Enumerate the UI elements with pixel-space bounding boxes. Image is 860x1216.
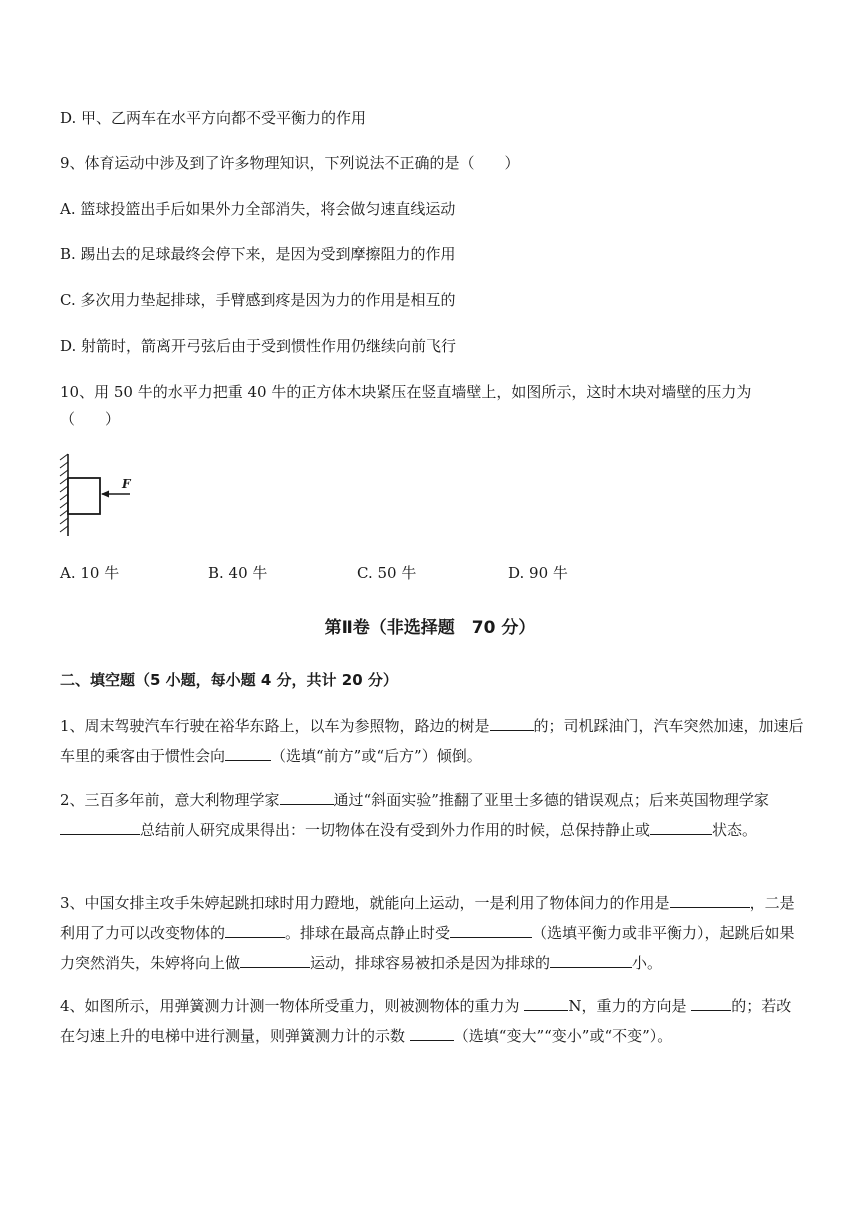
- fill4-blank-1[interactable]: [524, 994, 568, 1011]
- fill3-text-f: 小。: [632, 954, 663, 972]
- q8-option-d: D. 甲、乙两车在水平方向都不受平衡力的作用: [60, 109, 367, 127]
- q9-option-b: B. 踢出去的足球最终会停下来，是因为受到摩擦阻力的作用: [60, 245, 456, 263]
- q10-option-b: B. 40 牛: [208, 564, 268, 582]
- fill1-blank-1[interactable]: [490, 714, 534, 731]
- fill3-text-a: 3、中国女排主攻手朱婷起跳扣球时用力蹬地，就能向上运动，一是利用了物体间力的作用是: [60, 894, 670, 912]
- fill4-text-d: （选填“变大”“变小”或“不变”）。: [453, 1027, 673, 1045]
- fill1-text-b: 的；司机踩油门，汽车突然加速，加速后车里的乘客由于惯性会向: [60, 717, 804, 765]
- force-label: F: [122, 477, 131, 491]
- q10-option-d: D. 90 牛: [508, 564, 568, 582]
- fill3-text-c: 。排球在最高点静止时受: [285, 924, 451, 942]
- fill3-blank-1[interactable]: [670, 891, 750, 908]
- fill3-blank-5[interactable]: [550, 951, 632, 968]
- fill-question-1: [60, 711, 805, 771]
- fill-section-heading: 二、填空题（5 小题，每小题 4 分，共计 20 分）: [60, 671, 398, 689]
- fill2-blank-1[interactable]: [280, 788, 334, 805]
- q10-stem: 10、用 50 牛的水平力把重 40 牛的正方体木块紧压在竖直墙壁上，如图所示，这时木块对墙壁的压力为: [60, 383, 752, 401]
- fill2-text-a: 2、三百多年前，意大利物理学家: [60, 791, 280, 809]
- fill-question-2: [60, 785, 805, 845]
- q9-stem: 9、体育运动中涉及到了许多物理知识，下列说法不正确的是（ ）: [60, 154, 520, 172]
- fill-question-4: [60, 991, 805, 1051]
- fill3-blank-4[interactable]: [240, 951, 310, 968]
- part2-title: 第Ⅱ卷（非选择题 70 分）: [324, 618, 536, 638]
- q10-option-c: C. 50 牛: [357, 564, 417, 582]
- fill4-blank-2[interactable]: [691, 994, 731, 1011]
- fill-question-3: [60, 888, 805, 978]
- q10-stem-paren: （ ）: [60, 410, 121, 428]
- fill2-text-d: 状态。: [712, 821, 758, 839]
- fill1-text-c: （选填“前方”或“后方”）倾倒。: [271, 747, 482, 765]
- fill2-blank-3[interactable]: [650, 818, 712, 835]
- q10-option-a: A. 10 牛: [60, 564, 120, 582]
- q9-option-a: A. 篮球投篮出手后如果外力全部消失，将会做匀速直线运动: [60, 200, 456, 218]
- wood-block: [68, 478, 100, 514]
- force-arrow: [101, 491, 130, 498]
- q9-option-d: D. 射箭时，箭离开弓弦后由于受到惯性作用仍继续向前飞行: [60, 337, 457, 355]
- wall-hatching: [60, 454, 68, 536]
- fill2-text-c: 总结前人研究成果得出：一切物体在没有受到外力作用的时候，总保持静止或: [140, 821, 651, 839]
- fill3-text-e: 运动，排球容易被扣杀是因为排球的: [310, 954, 551, 972]
- fill3-text-b: ，二是利用了力可以改变物体的: [60, 894, 795, 942]
- fill2-text-b: 通过“斜面实验”推翻了亚里士多德的错误观点；后来英国物理学家: [333, 791, 769, 809]
- fill1-blank-2[interactable]: [225, 744, 271, 761]
- fill4-blank-3[interactable]: [410, 1024, 454, 1041]
- fill4-text-b: N，重力的方向是: [568, 997, 692, 1015]
- wall-block-force-figure: [58, 452, 148, 542]
- fill3-blank-2[interactable]: [225, 921, 285, 938]
- fill1-text-a: 1、周末驾驶汽车行驶在裕华东路上，以车为参照物，路边的树是: [60, 717, 490, 735]
- fill4-text-c: 的；若改在匀速上升的电梯中进行测量，则弹簧测力计的示数: [60, 997, 792, 1045]
- fill2-blank-2[interactable]: [60, 818, 140, 835]
- fill3-text-d: （选填平衡力或非平衡力），起跳后如果力突然消失，朱婷将向上做: [60, 924, 795, 972]
- q9-option-c: C. 多次用力垫起排球，手臂感到疼是因为力的作用是相互的: [60, 291, 456, 309]
- fill4-text-a: 4、如图所示，用弹簧测力计测一物体所受重力，则被测物体的重力为: [60, 997, 525, 1015]
- fill3-blank-3[interactable]: [450, 921, 532, 938]
